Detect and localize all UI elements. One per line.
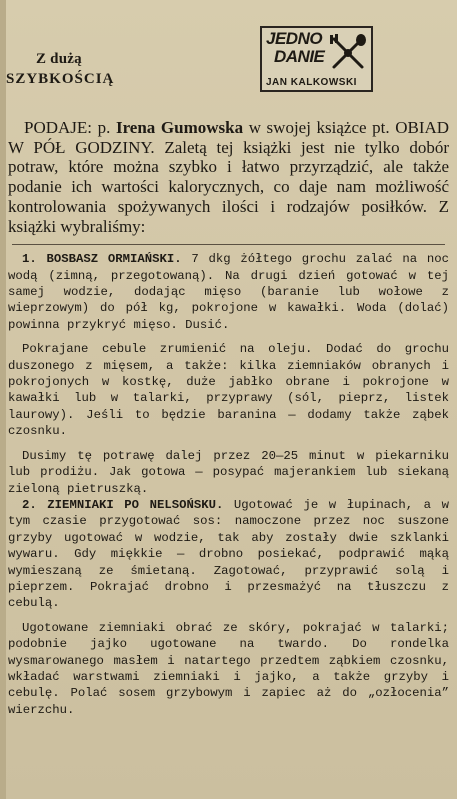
recipe-1-title: 1. BOSBASZ ORMIAŃSKI. (22, 252, 182, 267)
headline-line-2: SZYBKOŚCIĄ (6, 71, 115, 87)
column-logo (260, 26, 373, 92)
intro-paragraph (8, 118, 449, 236)
fork-knife-icon (328, 33, 368, 73)
intro-author-name: Irena Gumowska (115, 118, 244, 137)
brand-line-2: DANIE (274, 47, 325, 66)
recipe-2-para-2: Ugotowane ziemniaki obrać ze skóry, pokrajać w talarki; podobnie jajko ugotowane na twardo. Do rondelka wysmarowanego masłem i natartego przedtem ząbkiem czosnku, wkładać warstwami ziemniaki i jajko, a także grzyby i cebulę. Polać sosem grzybowym i zapiec aż do „ozłocenia” wierzchu. (8, 620, 449, 717)
intro-rest: Zaletą tej książki jest nie tylko dobór potraw, które można szybko i łatwo przyrządzić, ale także podanie ich wartości kalorycznych, co daje nam możliwość kontrolowania spożywanych ilości i rodzajów posiłków. Z książki wybraliśmy: (8, 137, 449, 236)
section-divider (12, 244, 445, 245)
recipe-2-text-1: Ugotować je w łupinach, a w tym czasie przygotować sos: namoczone przez noc suszone grzyby ugotować w wodzie, tak aby zostały dwie szklanki wywaru. Gdy miękkie — drobno posiekać, podprawić mąką wymieszaną ze śmietaną. Zagotować, przyprawić solą i pieprzem. Pokrajać drobno i przesmażyć na tłuszczu z cebulą. (8, 497, 449, 611)
recipe-1-para-3: Dusimy tę potrawę dalej przez 20—25 minut w piekarniku lub prodiżu. Jak gotowa — posypać majerankiem lub siekaną zieloną pietruszką. (8, 448, 449, 496)
column-brand (266, 30, 324, 66)
recipe-2-para-1 (8, 497, 449, 612)
recipe-1-text-1: 7 dkg żółtego grochu zalać na noc wodą (zimną, przegotowaną). Na drugi dzień gotować w tej samej wodzie, dodając mięso (baranie lub wołowe z wieprzowym) do pół kg, pokrojone w kawałki. Woda (dolać) powinna przykryć mięso. Dusić. (8, 252, 449, 332)
article-body (8, 118, 449, 718)
brand-line-1: JEDNO (266, 29, 323, 48)
intro-book-title: OBIAD W PÓŁ GODZINY. (8, 118, 450, 157)
headline-line-1: Z dużą (36, 51, 82, 67)
intro-mid: w swojej książce pt. (248, 118, 390, 137)
headline (6, 50, 156, 90)
column-author: JAN KALKOWSKI (266, 77, 357, 88)
recipe-1-para-1 (8, 251, 449, 333)
intro-lead: PODAJE: p. (24, 118, 111, 137)
clipping-edge (0, 0, 6, 799)
recipe-1-para-2: Pokrajane cebule zrumienić na oleju. Dodać do grochu duszonego z mięsem, a także: kilka ziemniaków obranych i pokrojonych w kostkę, duże jabłko obrane i pokrojone w kawałki lub w talarki, przyprawy (sól, pieprz, listek laurowy). Jeśli to będzie baranina — dodamy także ząbek czosnku. (8, 342, 449, 439)
recipe-2-title: 2. ZIEMNIAKI PO NELSOŃSKU. (22, 497, 224, 512)
